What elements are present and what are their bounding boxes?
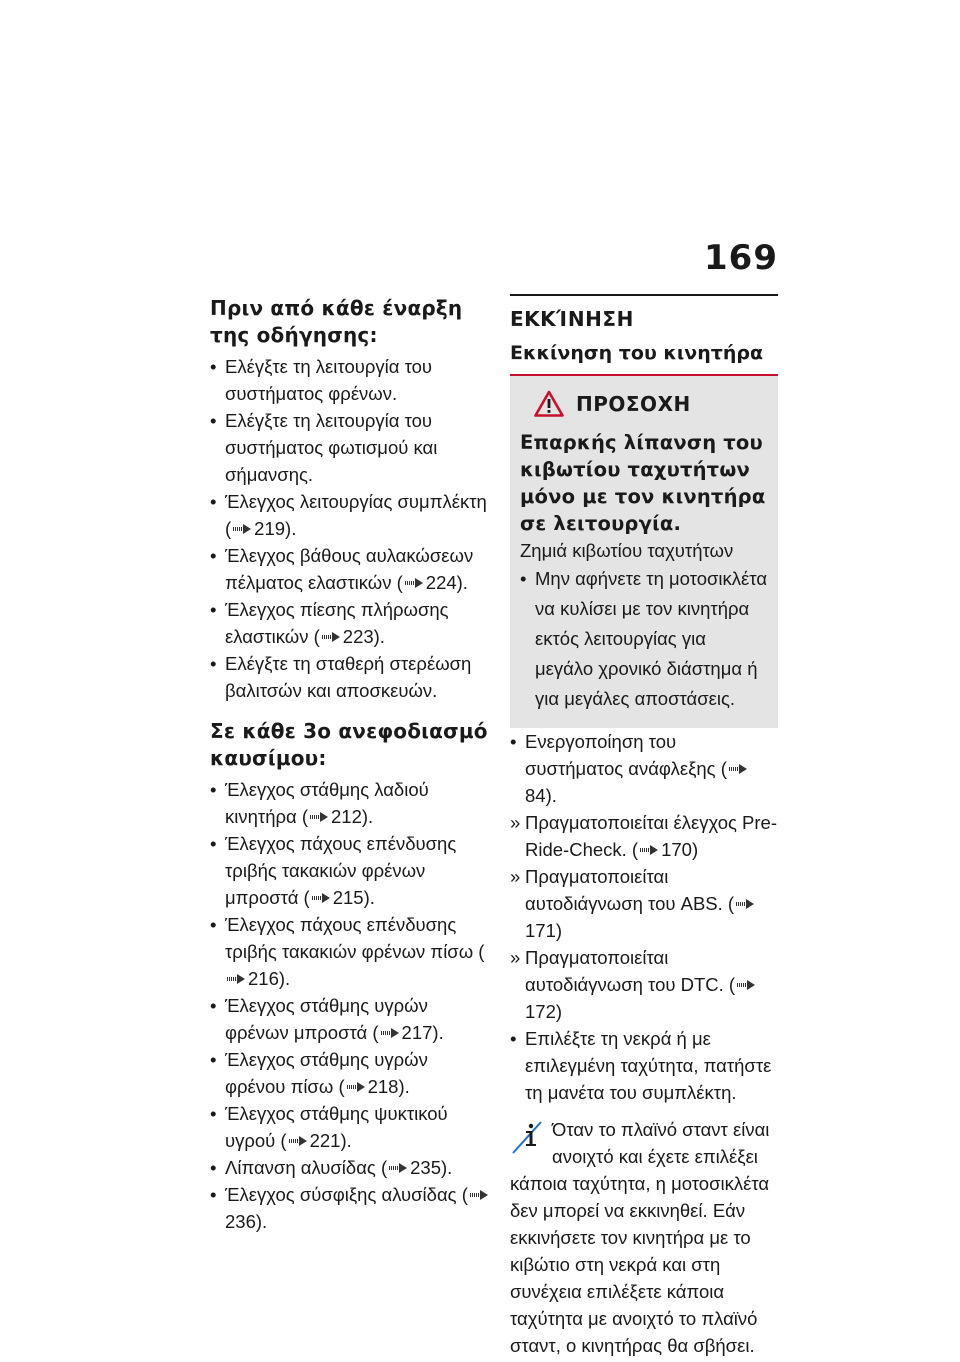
caution-label: ΠΡΟΣΟΧΗ (576, 391, 691, 416)
list-item: » Πραγματοποιείται αυτοδιάγνωση του ABS. (171) (510, 863, 778, 944)
page-ref-arrow-icon (227, 974, 245, 984)
page-ref-arrow-icon (737, 980, 755, 990)
info-note-icon (510, 1118, 546, 1156)
heading-before-ride: Πριν από κάθε έναρξη της οδήγησης: (210, 296, 463, 347)
page-ref-arrow-icon (381, 1028, 399, 1038)
page-ref-arrow-icon (729, 764, 747, 774)
warning-triangle-icon (534, 390, 564, 417)
heading-every-third-refuel: Σε κάθε 3ο ανεφοδιασμό καυσίμου: (210, 719, 488, 770)
list-item: • Ελέγξτε τη σταθερή στερέωση βαλιτσών και αποσκευών. (210, 650, 492, 704)
list-item: • Έλεγχος βάθους αυλακώσεων πέλματος ελαστικών ( 224). (210, 542, 492, 596)
page-ref-arrow-icon (347, 1082, 365, 1092)
list-item: • Έλεγχος στάθμης υγρών φρένου πίσω ( 218). (210, 1046, 492, 1100)
checklist-refuel (210, 776, 492, 1235)
page-number: 169 (704, 238, 778, 278)
caution-header (534, 390, 768, 417)
start-steps (510, 728, 778, 1106)
page-ref-arrow-icon (322, 632, 340, 642)
list-item: • Λίπανση αλυσίδας ( 235). (210, 1154, 492, 1181)
caution-heading: Επαρκής λίπανση του κιβωτίου ταχυτήτων μόνο με τον κινητήρα σε λειτουργία. (520, 431, 766, 535)
list-item: • Μην αφήνετε τη μοτοσικλέτα να κυλίσει με τον κινητήρα εκτός λειτουργίας για μεγάλο χρονικό διάστημα ή για μεγάλες αποστάσεις. (520, 564, 768, 714)
info-note-text: Όταν το πλαϊνό σταντ είναι ανοιχτό και έχετε επιλέξει κάποια ταχύτητα, η μοτοσικλέτα δεν μπορεί να εκκινηθεί. Εάν εκκινήσετε τον κινητήρα με το κιβώτιο στη νεκρά και στη συνέχεια επιλέξετε κάποια ταχύτητα με ανοιχτό το πλαϊνό σταντ, ο κινητήρας θα σβήσει. (510, 1119, 770, 1356)
left-column (210, 295, 492, 1235)
checklist-before-ride (210, 353, 492, 704)
page-ref-arrow-icon (640, 845, 658, 855)
caution-box (510, 376, 778, 728)
list-item: • Έλεγχος πίεσης πλήρωσης ελαστικών ( 223). (210, 596, 492, 650)
list-item: • Ελέγξτε τη λειτουργία του συστήματος φρένων. (210, 353, 492, 407)
list-item: • Έλεγχος σύσφιξης αλυσίδας (236). (210, 1181, 492, 1235)
caution-consequence: Ζημιά κιβωτίου ταχυτήτων (520, 540, 734, 561)
list-item: • Έλεγχος λειτουργίας συμπλέκτη ( 219). (210, 488, 492, 542)
list-item: • Έλεγχος πάχους επένδυσης τριβής τακακιών φρένων μπροστά ( 215). (210, 830, 492, 911)
section-title: ΕΚΚΊΝΗΣΗ (510, 294, 778, 332)
page-ref-arrow-icon (233, 524, 251, 534)
list-item: • Ενεργοποίηση του συστήματος ανάφλεξης (84). (510, 728, 778, 809)
caution-list (520, 564, 768, 714)
list-item: • Έλεγχος πάχους επένδυσης τριβής τακακιών φρένων πίσω (216). (210, 911, 492, 992)
list-item: • Επιλέξτε τη νεκρά ή με επιλεγμένη ταχύτητα, πατήστε τη μανέτα του συμπλέκτη. (510, 1025, 778, 1106)
page-ref-arrow-icon (289, 1136, 307, 1146)
page-ref-arrow-icon (470, 1190, 488, 1200)
page-ref-arrow-icon (312, 893, 330, 903)
page-ref-arrow-icon (310, 812, 328, 822)
info-note (510, 1116, 778, 1359)
list-item: • Έλεγχος στάθμης υγρών φρένων μπροστά ( 217). (210, 992, 492, 1046)
list-item: • Έλεγχος στάθμης λαδιού κινητήρα ( 212). (210, 776, 492, 830)
list-item: • Ελέγξτε τη λειτουργία του συστήματος φωτισμού και σήμανσης. (210, 407, 492, 488)
list-item: » Πραγματοποιείται αυτοδιάγνωση του DTC. (172) (510, 944, 778, 1025)
page-ref-arrow-icon (389, 1163, 407, 1173)
list-item: • Έλεγχος στάθμης ψυκτικού υγρού ( 221). (210, 1100, 492, 1154)
page-ref-arrow-icon (736, 899, 754, 909)
page-ref-arrow-icon (405, 578, 423, 588)
right-column (510, 294, 778, 1359)
list-item: » Πραγματοποιείται έλεγχος Pre-Ride-Check. ( 170) (510, 809, 778, 863)
subsection-title: Εκκίνηση του κινητήρα (510, 340, 778, 376)
